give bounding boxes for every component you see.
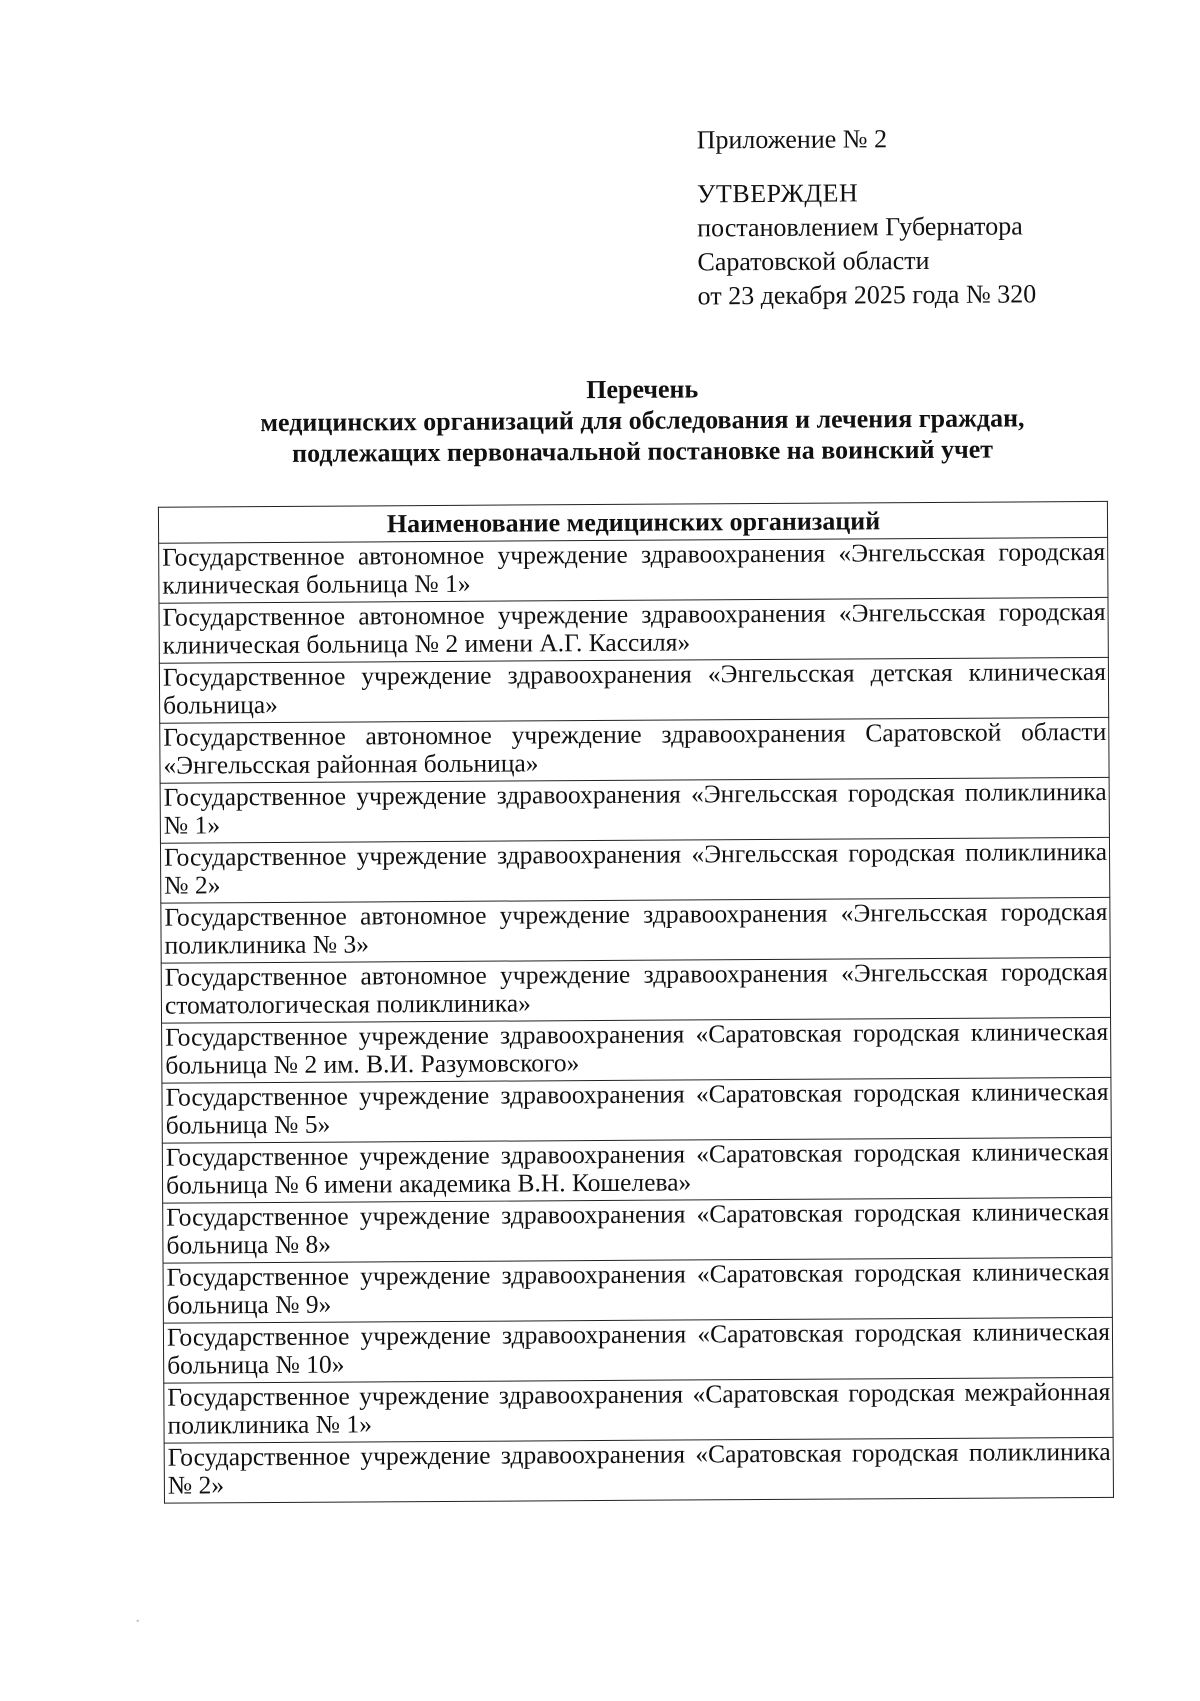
table-row <box>162 1077 1111 1143</box>
table-row <box>161 957 1110 1023</box>
document-title <box>157 371 1128 470</box>
organization-name-cell: Государственное учреждение здравоохранения «Саратовская городская клиническая больница № 8» <box>163 1197 1112 1263</box>
table-row <box>159 597 1108 663</box>
approved-by-line: постановлением Губернатора <box>697 211 1023 243</box>
title-line-3: подлежащих первоначальной постановке на воинский учет <box>292 434 994 468</box>
approved-label: УТВЕРЖДЕН <box>696 178 859 209</box>
scan-speck <box>137 1620 139 1622</box>
organization-name-cell: Государственное учреждение здравоохранения «Саратовская городская межрайонная поликлиника № 1» <box>164 1377 1113 1443</box>
table-row <box>164 1437 1113 1503</box>
table-row <box>163 1317 1112 1383</box>
organization-name-cell: Государственное учреждение здравоохранения «Саратовская городская клиническая больница № 10» <box>163 1317 1112 1383</box>
organization-name-cell: Государственное учреждение здравоохранения «Саратовская городская поликлиника № 2» <box>164 1437 1113 1503</box>
appendix-number: Приложение № 2 <box>696 124 888 155</box>
approved-date-line: от 23 декабря 2025 года № 320 <box>697 279 1037 311</box>
title-line-1: Перечень <box>586 374 699 405</box>
table-row <box>162 1017 1111 1083</box>
table-row <box>163 1257 1112 1323</box>
organization-name-cell: Государственное учреждение здравоохранения «Саратовская городская клиническая больница № 2 им. В.И. Разумовского» <box>162 1017 1111 1083</box>
organizations-table <box>158 501 1114 1504</box>
organization-name-cell: Государственное автономное учреждение здравоохранения «Энгельсская городская стоматологическая поликлиника» <box>161 957 1110 1023</box>
table-row <box>160 717 1109 783</box>
table-row <box>159 657 1108 723</box>
table-row <box>160 837 1109 903</box>
organization-name-cell: Государственное учреждение здравоохранения «Саратовская городская клиническая больница № 6 имени академика В.Н. Кошелева» <box>162 1137 1111 1203</box>
table-row <box>164 1377 1113 1443</box>
table-header-cell: Наименование медицинских организаций <box>158 501 1107 543</box>
approved-region-line: Саратовской области <box>697 245 930 277</box>
table-row <box>162 1137 1111 1203</box>
organization-name-cell: Государственное учреждение здравоохранения «Саратовская городская клиническая больница № 5» <box>162 1077 1111 1143</box>
organization-name-cell: Государственное автономное учреждение здравоохранения «Энгельсская городская поликлиника № 3» <box>161 897 1110 963</box>
organization-name-cell: Государственное учреждение здравоохранения «Энгельсская детская клиническая больница» <box>159 657 1108 723</box>
organization-name-cell: Государственное автономное учреждение здравоохранения «Энгельсская городская клиническая больница № 2 имени А.Г. Кассиля» <box>159 597 1108 663</box>
table-row <box>163 1197 1112 1263</box>
organization-name-cell: Государственное учреждение здравоохранения «Энгельсская городская поликлиника № 1» <box>160 777 1109 843</box>
organization-name-cell: Государственное учреждение здравоохранения «Энгельсская городская поликлиника № 2» <box>160 837 1109 903</box>
organization-name-cell: Государственное автономное учреждение здравоохранения «Энгельсская городская клиническая больница № 1» <box>159 537 1108 603</box>
table-row <box>160 777 1109 843</box>
title-line-2: медицинских организаций для обследования и лечения граждан, <box>260 403 1025 438</box>
table-row <box>159 537 1108 603</box>
organization-name-cell: Государственное учреждение здравоохранения «Саратовская городская клиническая больница № 9» <box>163 1257 1112 1323</box>
organization-name-cell: Государственное автономное учреждение здравоохранения Саратовской области «Энгельсская районная больница» <box>160 717 1109 783</box>
table-row <box>161 897 1110 963</box>
approval-block <box>697 121 1118 314</box>
